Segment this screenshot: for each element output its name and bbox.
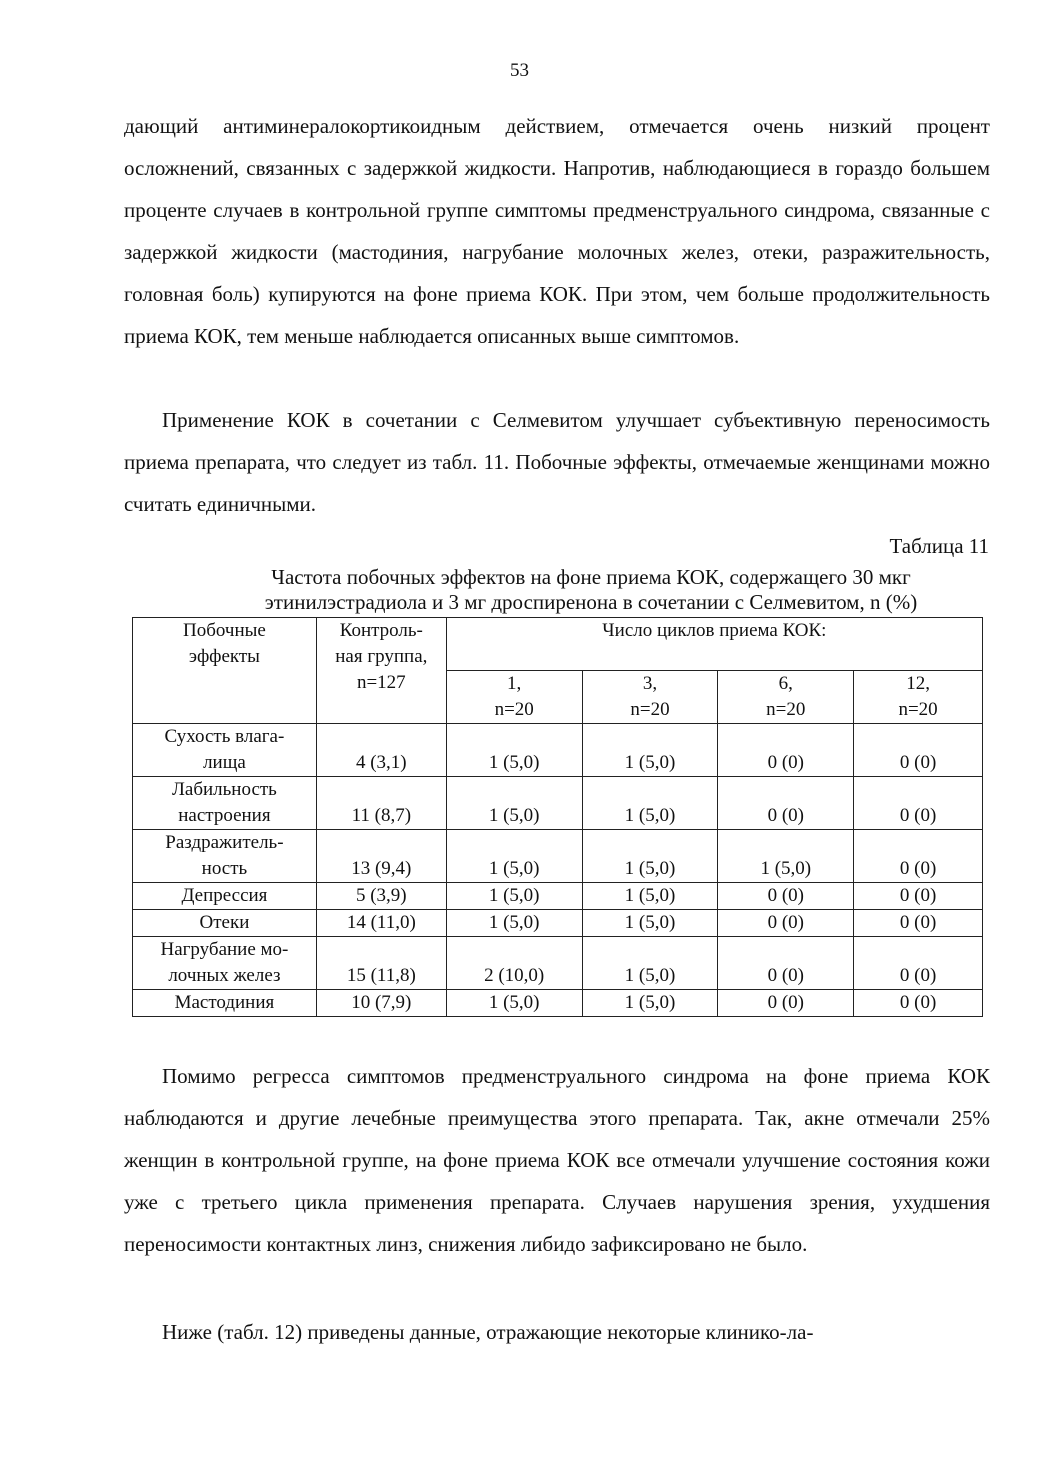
table-cell: 1 (5,0): [446, 990, 582, 1017]
paragraph-1: дающий антиминералокортикоидным действием, отмечается очень низкий процент осложнений, связанных с задержкой жидкости. Напротив, наблюдающиеся в гораздо большем проценте случаев в контрольной группе симптомы предменструального синдрома, связанные с задержкой жидкости (мастодиния, нагрубание молочных желез, отеки, разражительность, головная боль) купируются на фоне приема КОК. При этом, чем больше продолжительность приема КОК, тем меньше наблюдается описанных выше симптомов.: [124, 114, 990, 348]
table-cell: 0 (0): [854, 777, 983, 830]
table-cell: 4 (3,1): [316, 724, 446, 777]
paragraph-2: Применение КОК в сочетании с Селмевитом улучшает субъективную переносимость приема препарата, что следует из табл. 11. Побочные эффекты, отмечаемые женщинами можно считать единичными.: [124, 408, 990, 516]
header-side-effects: Побочные эффекты: [133, 618, 317, 724]
table-label: Таблица 11: [889, 534, 989, 558]
row-label: Нагрубание мо- лочных желез: [133, 937, 317, 990]
table-cell: 0 (0): [854, 937, 983, 990]
table-cell: 0 (0): [854, 830, 983, 883]
table-cell: 1 (5,0): [582, 937, 718, 990]
table-cell: 2 (10,0): [446, 937, 582, 990]
paragraph-4: Ниже (табл. 12) приведены данные, отражающие некоторые клинико-ла-: [162, 1320, 814, 1344]
table-row: [133, 910, 983, 937]
header-cycles-group: Число циклов приема КОК:: [446, 618, 982, 671]
row-label: Лабильность настроения: [133, 777, 317, 830]
table-cell: 0 (0): [854, 910, 983, 937]
table-cell: 11 (8,7): [316, 777, 446, 830]
table-row: [133, 883, 983, 910]
row-label: Мастодиния: [133, 990, 317, 1017]
table-cell: 0 (0): [718, 724, 854, 777]
table-title-line-2: этинилэстрадиола и 3 мг дроспиренона в сочетании с Селмевитом, n (%): [264, 590, 918, 614]
table-header-row-1: [133, 618, 983, 671]
table-title-line-1: Частота побочных эффектов на фоне приема КОК, содержащего 30 мкг: [271, 565, 911, 589]
table-cell: 1 (5,0): [446, 777, 582, 830]
table-row: [133, 830, 983, 883]
table-cell: 0 (0): [854, 883, 983, 910]
row-label: Сухость влага- лища: [133, 724, 317, 777]
table-cell: 1 (5,0): [582, 830, 718, 883]
table-cell: 1 (5,0): [582, 883, 718, 910]
table-cell: 1 (5,0): [582, 990, 718, 1017]
table-cell: 0 (0): [718, 990, 854, 1017]
table-cell: 1 (5,0): [582, 910, 718, 937]
table-cell: 0 (0): [718, 937, 854, 990]
table-cell: 1 (5,0): [446, 724, 582, 777]
table-cell: 5 (3,9): [316, 883, 446, 910]
header-cycle-3: 3, n=20: [582, 671, 718, 724]
table-cell: 1 (5,0): [718, 830, 854, 883]
header-control-group: Контроль- ная группа, n=127: [316, 618, 446, 724]
table-cell: 14 (11,0): [316, 910, 446, 937]
table-cell: 1 (5,0): [582, 777, 718, 830]
table-cell: 0 (0): [854, 990, 983, 1017]
page-number: 53: [510, 60, 529, 81]
table-row: [133, 724, 983, 777]
side-effects-table: [132, 617, 983, 1017]
table-row: [133, 777, 983, 830]
table-cell: 15 (11,8): [316, 937, 446, 990]
table-cell: 0 (0): [854, 724, 983, 777]
table-cell: 1 (5,0): [446, 830, 582, 883]
row-label: Отеки: [133, 910, 317, 937]
header-cycle-1: 1, n=20: [446, 671, 582, 724]
table-cell: 0 (0): [718, 883, 854, 910]
table-title: [132, 565, 1039, 615]
table-row: [133, 990, 983, 1017]
table-cell: 10 (7,9): [316, 990, 446, 1017]
table-cell: 0 (0): [718, 910, 854, 937]
table-cell: 0 (0): [718, 777, 854, 830]
table-cell: 13 (9,4): [316, 830, 446, 883]
table-cell: 1 (5,0): [446, 883, 582, 910]
row-label: Депрессия: [133, 883, 317, 910]
table-row: [133, 937, 983, 990]
row-label: Раздражитель- ность: [133, 830, 317, 883]
table-cell: 1 (5,0): [446, 910, 582, 937]
header-cycle-6: 6, n=20: [718, 671, 854, 724]
header-cycle-12: 12, n=20: [854, 671, 983, 724]
table-cell: 1 (5,0): [582, 724, 718, 777]
paragraph-3: Помимо регресса симптомов предменструального синдрома на фоне приема КОК наблюдаются и другие лечебные преимущества этого препарата. Так, акне отмечали 25% женщин в контрольной группе, на фоне приема КОК все отмечали улучшение состояния кожи уже с третьего цикла применения препарата. Случаев нарушения зрения, ухудшения переносимости контактных линз, снижения либидо зафиксировано не было.: [124, 1064, 990, 1256]
